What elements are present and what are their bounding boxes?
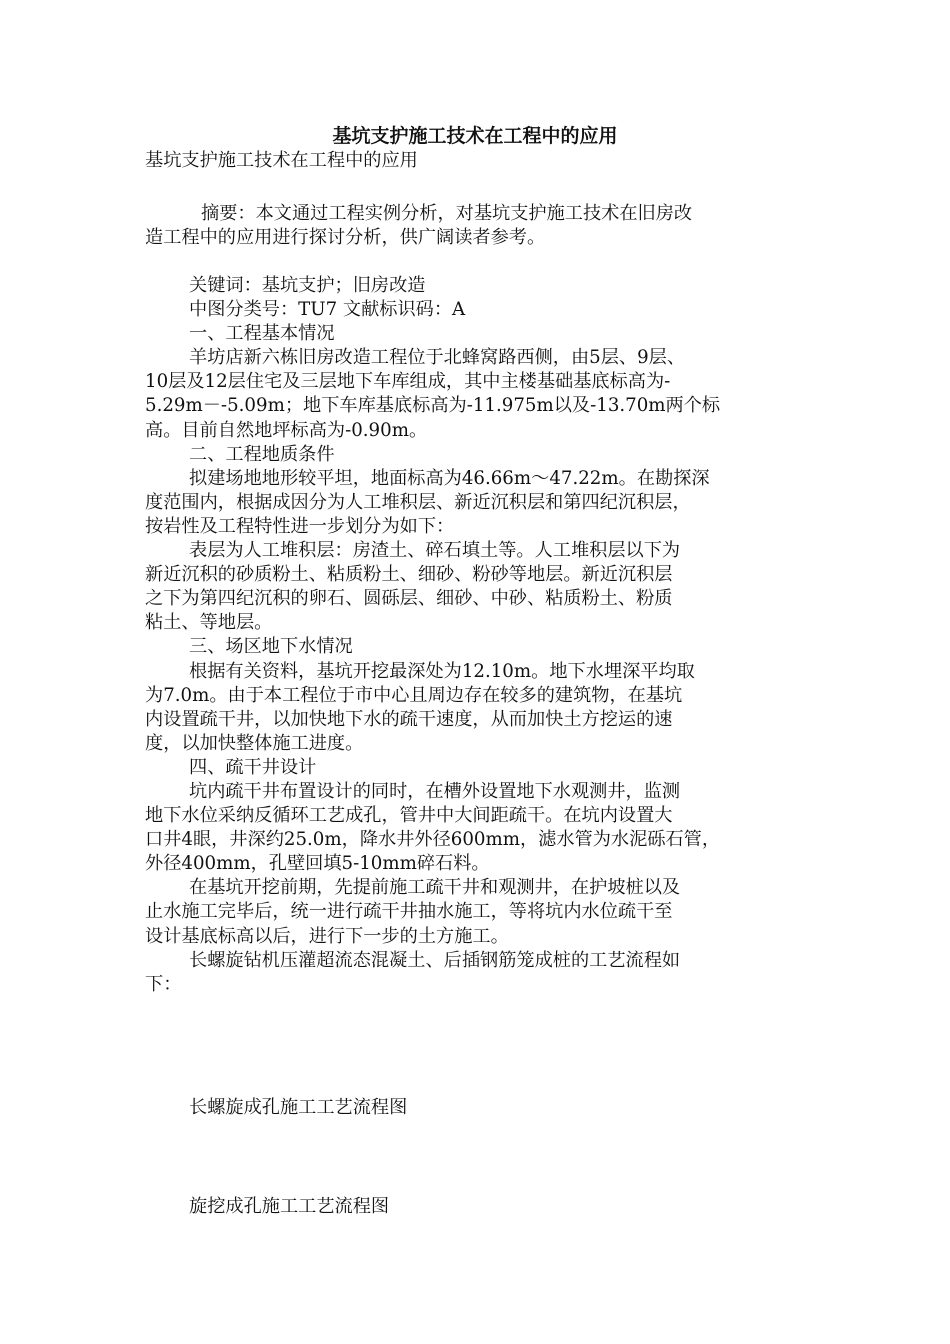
- section-heading: 二、工程地质条件: [189, 443, 335, 465]
- paragraph-line: 止水施工完毕后，统一进行疏干井抽水施工，等将坑内水位疏干至: [145, 901, 673, 923]
- keywords-line: 关键词：基坑支护；旧房改造: [189, 275, 426, 296]
- paragraph-line: 内设置疏干井，以加快地下水的疏干速度，从而加快土方挖运的速: [145, 708, 673, 730]
- paragraph-line: 表层为人工堆积层：房渣土、碎石填土等。人工堆积层以下为: [189, 540, 681, 562]
- section-heading: 四、疏干井设计: [189, 756, 317, 778]
- paragraph-line: 为7.0m。由于本工程位于市中心且周边存在较多的建筑物，在基坑: [145, 684, 683, 706]
- figure-caption-1: [145, 1096, 813, 1120]
- paragraph-line: 在基坑开挖前期，先提前施工疏干井和观测井，在护坡桩以及: [189, 877, 681, 899]
- abstract-paragraph: [145, 202, 813, 250]
- classification-line: 中图分类号：TU7 文献标识码：A: [189, 299, 466, 321]
- paragraph-line: 度，以加快整体施工进度。: [145, 732, 364, 754]
- paragraph-line: 下：: [145, 973, 182, 995]
- paragraph-line: 粘土、等地层。: [145, 612, 273, 634]
- paragraph-line: 坑内疏干井布置设计的同时，在槽外设置地下水观测井，监测: [189, 780, 681, 802]
- paragraph-line: 地下水位采纳反循环工艺成孔，管井中大间距疏干。在坑内设置大: [145, 805, 673, 827]
- figure-caption-text: 旋挖成孔施工工艺流程图: [189, 1196, 390, 1217]
- paragraph-line: 之下为第四纪沉积的卵石、圆砾层、细砂、中砂、粘质粉土、粉质: [145, 588, 673, 610]
- paragraph-line: 按岩性及工程特性进一步划分为如下：: [145, 515, 455, 537]
- section-heading: 三、场区地下水情况: [189, 636, 353, 658]
- paragraph-line: 新近沉积的砂质粉土、粘质粉土、细砂、粉砂等地层。新近沉积层: [145, 564, 673, 586]
- paragraph-line: 度范围内，根据成因分为人工堆积层、新近沉积层和第四纪沉积层，: [145, 491, 691, 513]
- paragraph-line: 拟建场地地形较平坦，地面标高为46.66m～47.22m。在勘探深: [189, 467, 710, 489]
- abstract-line: 造工程中的应用进行探讨分析，供广阔读者参考。: [145, 227, 546, 249]
- document-title: 基坑支护施工技术在工程中的应用: [332, 125, 618, 147]
- figure-caption-2: [145, 1195, 813, 1219]
- document-subtitle: [145, 149, 813, 173]
- figure-caption-text: 长螺旋成孔施工工艺流程图: [189, 1097, 408, 1118]
- paragraph-line: 羊坊店新六栋旧房改造工程位于北蜂窝路西侧，由5层、9层、: [189, 347, 686, 369]
- paragraph-line: 口井4眼，井深约25.0m，降水井外径600mm，滤水管为水泥砾石管，: [145, 829, 721, 851]
- paragraph-line: 高。目前自然地坪标高为-0.90m。: [145, 419, 428, 441]
- paragraph-line: 10层及12层住宅及三层地下车库组成，其中主楼基础基底标高为-: [145, 371, 671, 393]
- paragraph-line: 长螺旋钻机压灌超流态混凝土、后插钢筋笼成桩的工艺流程如: [189, 949, 681, 971]
- paragraph-line: 根据有关资料，基坑开挖最深处为12.10m。地下水埋深平均取: [189, 660, 695, 682]
- subtitle-text: 基坑支护施工技术在工程中的应用: [145, 150, 418, 171]
- section-heading: 一、工程基本情况: [189, 323, 335, 345]
- paragraph-line: 5.29m－-5.09m；地下车库基底标高为-11.975m以及-13.70m两个标: [145, 395, 721, 417]
- metadata-block: [145, 274, 813, 997]
- abstract-line: 摘要：本文通过工程实例分析，对基坑支护施工技术在旧房改: [201, 203, 693, 224]
- paragraph-line: 外径400mm，孔壁回填5-10mm碎石料。: [145, 853, 490, 875]
- paragraph-line: 设计基底标高以后，进行下一步的土方施工。: [145, 925, 509, 947]
